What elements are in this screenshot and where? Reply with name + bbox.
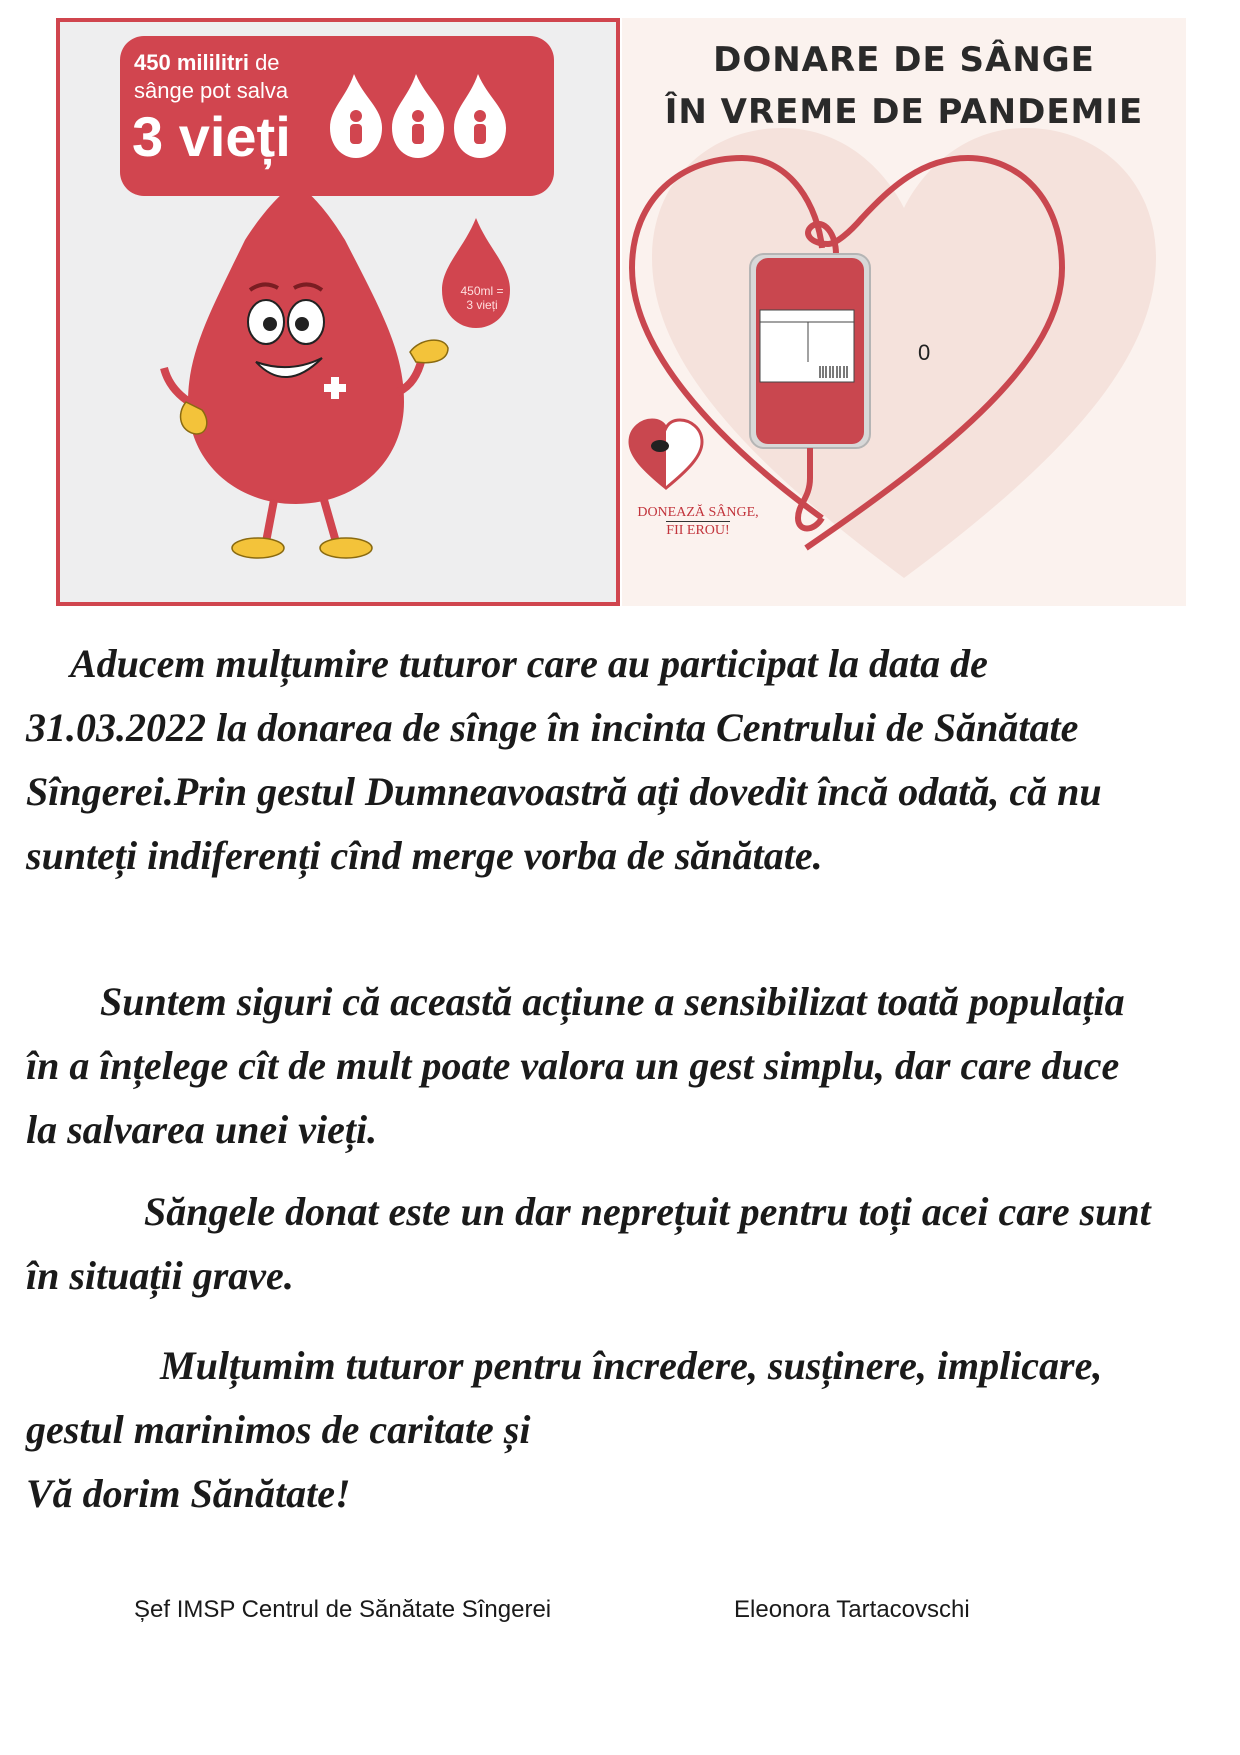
logo-line-2: FII EROU! (666, 523, 730, 538)
banner-line-2: sânge pot salva (134, 78, 289, 103)
title-line-1: DONARE DE SÂNGE (713, 40, 1095, 80)
banner-ml-bold: 450 mililitri (134, 50, 249, 75)
poster-blood-bag (622, 18, 1186, 606)
three-person-drops-icon (120, 36, 554, 196)
closing-line-2: Vă dorim Sănătate! (26, 1471, 351, 1516)
logo-line-1: DONEAZĂ SÂNGE, (637, 505, 759, 520)
signatory-name: Eleonora Tartacovschi (734, 1596, 970, 1623)
banner-line-3: 3 vieți (132, 105, 291, 168)
title-line-2: ÎN VREME DE PANDEMIE (664, 92, 1144, 132)
poster-blood-drop (56, 18, 620, 606)
paragraph-thanks: Aducem mulțumire tuturor care au participat la data de 31.03.2022 la donarea de sînge în incinta Centrului de Sănătate Sîngerei.Prin gestul Dumneavoastră ați dovedit încă odată, că nu sunteți indiferenți cînd merge vorba de sănătate. (26, 641, 1102, 878)
banner-3-lives (120, 36, 554, 196)
poster-right-title (622, 34, 1186, 138)
small-drop-label (442, 284, 522, 312)
donate-blood-logo (628, 504, 768, 539)
signatory-position: Șef IMSP Centrul de Sănătate Sîngerei (134, 1596, 552, 1623)
closing-line-1: Mulțumim tuturor pentru încredere, susținere, implicare, gestul marinimos de caritate și (26, 1343, 1103, 1452)
small-drop-line-1: 450ml = (460, 284, 504, 298)
paragraph-closing (26, 1334, 1156, 1526)
blood-type-label: 0 (918, 340, 931, 365)
banner-ml-rest: de (248, 50, 280, 75)
paragraph-gift: Săngele donat este un dar neprețuit pentru toți acei care sunt în situații grave. (26, 1189, 1151, 1298)
paragraph-awareness: Suntem siguri că această acțiune a sensibilizat toată populația în a înțelege cît de mult poate valora un gest simplu, dar care duce la salvarea unei vieți. (26, 979, 1125, 1152)
small-drop-line-2: 3 vieți (466, 298, 498, 312)
